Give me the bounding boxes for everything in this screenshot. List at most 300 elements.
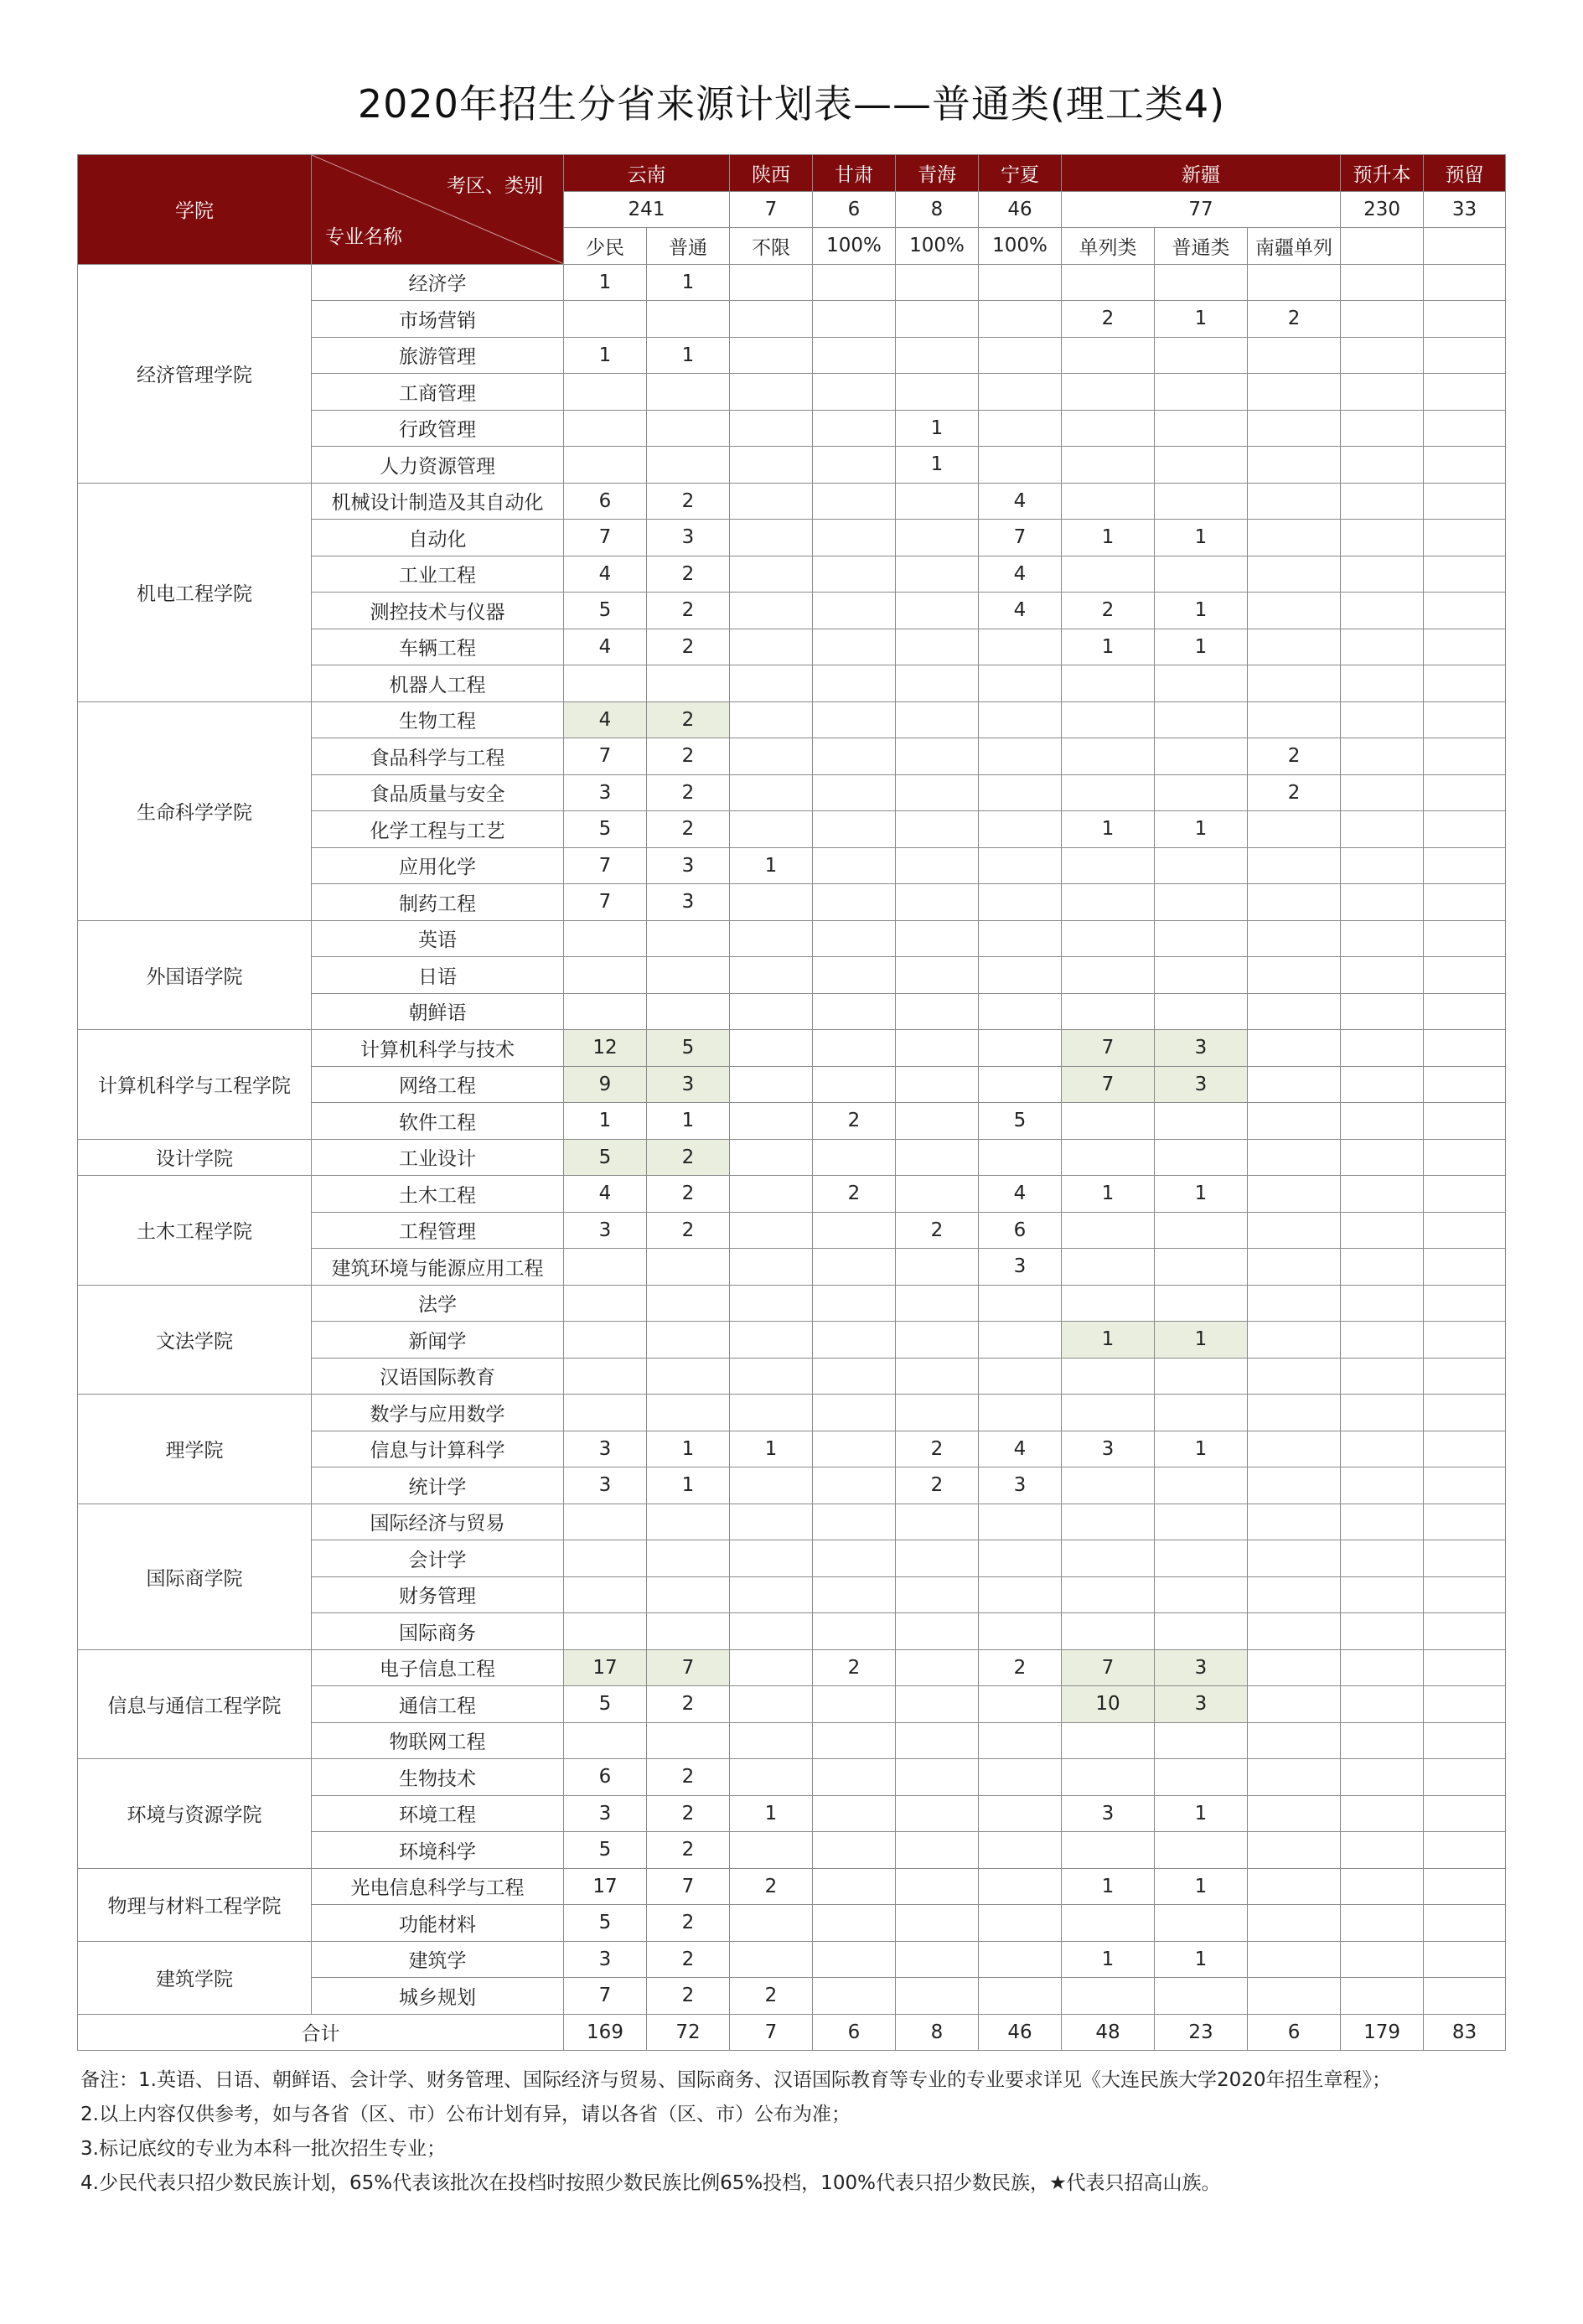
header-college: 学院 [78,155,312,265]
quota-cell [564,1285,647,1322]
quota-cell: 1 [896,447,979,484]
quota-cell [1424,447,1506,484]
quota-cell [1155,1905,1248,1942]
quota-cell [1424,993,1506,1030]
quota-cell [1341,1832,1424,1869]
total-cell: 6 [813,2014,896,2051]
quota-cell: 3 [1155,1649,1248,1686]
quota-cell [1155,1613,1248,1650]
quota-cell [1341,1176,1424,1213]
quota-cell: 2 [647,1832,730,1869]
quota-cell [896,264,979,301]
quota-cell [813,264,896,301]
table-row [78,1285,1506,1322]
quota-cell: 3 [564,1431,647,1467]
quota-cell [1248,520,1341,556]
college-name: 计算机科学与工程学院 [78,1030,312,1140]
major-name: 旅游管理 [312,337,564,374]
quota-cell [813,1978,896,2015]
total-yushengben: 230 [1341,191,1424,228]
quota-cell [813,1540,896,1577]
major-name: 应用化学 [312,847,564,884]
quota-cell [647,410,730,447]
quota-cell: 7 [564,520,647,556]
quota-cell [1424,920,1506,957]
total-yuliu: 33 [1424,191,1506,228]
quota-cell [813,520,896,556]
major-name: 工商管理 [312,374,564,411]
quota-cell [1424,1030,1506,1067]
quota-cell [896,1066,979,1103]
quota-cell [896,520,979,556]
quota-cell [1424,847,1506,884]
quota-cell [813,1358,896,1395]
quota-cell [1155,1139,1248,1176]
quota-cell [1248,1540,1341,1577]
quota-cell: 2 [647,738,730,775]
total-cell: 169 [564,2014,647,2051]
major-name: 数学与应用数学 [312,1395,564,1431]
quota-cell [1062,993,1155,1030]
college-name: 设计学院 [78,1139,312,1176]
quota-cell [1248,1905,1341,1942]
quota-cell [1424,1649,1506,1686]
major-name: 工程管理 [312,1212,564,1249]
quota-cell: 2 [647,1212,730,1249]
quota-cell [730,1103,813,1140]
quota-cell [979,884,1062,921]
major-name: 国际商务 [312,1613,564,1650]
quota-cell [979,447,1062,484]
header-diagonal-cell [312,155,564,265]
quota-cell: 7 [564,884,647,921]
quota-cell [1248,811,1341,848]
major-name: 财务管理 [312,1576,564,1613]
quota-cell: 5 [564,1686,647,1723]
quota-cell [730,264,813,301]
quota-cell: 2 [896,1467,979,1504]
quota-cell [1062,410,1155,447]
quota-cell [896,957,979,994]
quota-cell [813,1905,896,1942]
table-row [78,920,1506,957]
quota-cell [896,301,979,338]
quota-cell [1155,1832,1248,1869]
major-name: 日语 [312,957,564,994]
table-row [78,1176,1506,1213]
total-cell: 46 [979,2014,1062,2051]
total-xinjiang: 77 [1062,191,1341,228]
quota-cell: 4 [979,556,1062,593]
quota-cell: 2 [647,629,730,665]
page-title: 2020年招生分省来源计划表——普通类(理工类4) [357,81,1226,127]
quota-cell [730,811,813,848]
quota-cell [1155,1358,1248,1395]
quota-cell [813,1395,896,1431]
quota-cell [730,1504,813,1540]
quota-cell: 4 [564,1176,647,1213]
quota-cell: 1 [1155,593,1248,629]
quota-cell [896,1358,979,1395]
quota-cell [1155,920,1248,957]
major-name: 新闻学 [312,1322,564,1359]
major-name: 通信工程 [312,1686,564,1723]
major-name: 朝鲜语 [312,993,564,1030]
total-cell: 23 [1155,2014,1248,2051]
quota-cell [564,1358,647,1395]
column-yushengben: 预升本 [1341,155,1424,192]
quota-cell [1062,1358,1155,1395]
quota-cell: 4 [979,1431,1062,1467]
quota-cell [1155,410,1248,447]
quota-cell: 2 [896,1212,979,1249]
quota-cell: 1 [1155,520,1248,556]
quota-cell [1424,556,1506,593]
quota-cell: 17 [564,1868,647,1905]
quota-cell [564,993,647,1030]
quota-cell [813,1030,896,1067]
quota-cell [813,1832,896,1869]
quota-cell: 7 [1062,1066,1155,1103]
quota-cell: 2 [647,774,730,811]
quota-cell [730,1540,813,1577]
quota-cell: 4 [979,483,1062,520]
quota-cell: 5 [564,1139,647,1176]
quota-cell: 1 [647,337,730,374]
quota-cell [1424,774,1506,811]
quota-cell [1424,1613,1506,1650]
quota-cell [564,665,647,702]
quota-cell [1155,1540,1248,1577]
quota-cell: 2 [647,1759,730,1796]
quota-cell [813,1759,896,1796]
quota-cell [730,774,813,811]
quota-cell [1248,1978,1341,2015]
note-4: 4.少民代表只招少数民族计划，65%代表该批次在投档时按照少数民族比例65%投档，100%代表只招少数民族，★代表只招高山族。 [80,2172,1221,2194]
quota-cell [1248,1868,1341,1905]
quota-cell: 1 [564,264,647,301]
quota-cell [896,1941,979,1978]
quota-cell [1424,665,1506,702]
quota-cell [1341,1322,1424,1359]
quota-cell: 2 [730,1978,813,2015]
quota-cell [813,993,896,1030]
quota-cell [1155,738,1248,775]
major-name: 城乡规划 [312,1978,564,2015]
quota-cell [1248,1759,1341,1796]
quota-cell [1341,993,1424,1030]
quota-cell [896,556,979,593]
totals-row [78,2014,1506,2051]
quota-cell [647,957,730,994]
quota-cell: 2 [647,593,730,629]
major-name: 软件工程 [312,1103,564,1140]
quota-cell [730,301,813,338]
quota-cell [1341,957,1424,994]
college-name: 经济管理学院 [78,264,312,483]
quota-cell [730,993,813,1030]
quota-cell: 2 [647,1941,730,1978]
quota-cell [813,957,896,994]
quota-cell [1424,1722,1506,1759]
quota-cell [730,374,813,411]
quota-cell [1248,1504,1341,1540]
quota-cell [1248,374,1341,411]
quota-cell [1062,701,1155,738]
quota-cell [564,1504,647,1540]
table-row [78,1941,1506,1978]
quota-cell: 1 [1155,811,1248,848]
quota-cell: 1 [647,1431,730,1467]
major-name: 机器人工程 [312,665,564,702]
quota-cell [1062,1905,1155,1942]
quota-cell [813,1722,896,1759]
major-name: 统计学 [312,1467,564,1504]
quota-cell [813,410,896,447]
quota-cell [1424,1576,1506,1613]
quota-cell: 1 [896,410,979,447]
quota-cell [1248,1431,1341,1467]
major-name: 会计学 [312,1540,564,1577]
quota-cell [1341,1103,1424,1140]
total-cell: 179 [1341,2014,1424,2051]
quota-cell [1341,884,1424,921]
quota-cell [979,1395,1062,1431]
college-name: 信息与通信工程学院 [78,1649,312,1759]
quota-cell [1424,374,1506,411]
quota-cell: 4 [564,701,647,738]
quota-cell: 7 [1062,1649,1155,1686]
quota-cell [1424,957,1506,994]
quota-cell: 4 [564,556,647,593]
table-row [78,264,1506,301]
quota-cell: 1 [1062,811,1155,848]
quota-cell [730,410,813,447]
quota-cell [813,1285,896,1322]
quota-cell [896,1285,979,1322]
quota-cell [979,301,1062,338]
major-name: 生物技术 [312,1759,564,1796]
quota-cell [1248,957,1341,994]
quota-cell [647,1722,730,1759]
quota-cell: 3 [647,884,730,921]
quota-cell [1155,1504,1248,1540]
quota-cell: 1 [1155,629,1248,665]
quota-cell [1062,447,1155,484]
sub-yunnan-general: 普通 [647,228,730,265]
quota-cell [730,1249,813,1286]
quota-cell [1248,884,1341,921]
quota-cell [564,957,647,994]
quota-cell [1155,1249,1248,1286]
quota-cell [813,593,896,629]
quota-cell [730,1285,813,1322]
quota-cell [730,1467,813,1504]
quota-cell [1424,1759,1506,1796]
quota-cell [730,483,813,520]
quota-cell [1424,1540,1506,1577]
quota-cell: 7 [647,1868,730,1905]
quota-cell [1424,483,1506,520]
quota-cell [647,374,730,411]
quota-cell: 2 [813,1649,896,1686]
quota-cell [1341,1868,1424,1905]
quota-cell: 1 [564,1103,647,1140]
major-name: 环境工程 [312,1795,564,1832]
quota-cell [896,884,979,921]
quota-cell [1155,337,1248,374]
quota-cell [979,1759,1062,1796]
quota-cell [813,1467,896,1504]
quota-cell [896,1978,979,2015]
quota-cell [1341,301,1424,338]
quota-cell: 3 [564,1212,647,1249]
quota-cell [564,1613,647,1650]
quota-cell: 1 [1062,1941,1155,1978]
quota-cell [1341,920,1424,957]
quota-cell [1062,665,1155,702]
quota-cell [1155,1759,1248,1796]
sub-shaanxi: 不限 [730,228,813,265]
quota-cell [813,1249,896,1286]
quota-cell [1341,1139,1424,1176]
quota-cell [1062,847,1155,884]
quota-cell [1424,301,1506,338]
quota-cell [979,1504,1062,1540]
major-name: 生物工程 [312,701,564,738]
quota-cell: 1 [1155,301,1248,338]
quota-cell: 1 [1155,1795,1248,1832]
quota-cell [1424,1504,1506,1540]
quota-cell: 1 [730,847,813,884]
quota-cell: 1 [1155,1868,1248,1905]
quota-cell [564,1322,647,1359]
quota-cell [813,1868,896,1905]
quota-cell [1341,410,1424,447]
quota-cell [1062,774,1155,811]
quota-cell [1155,1285,1248,1322]
quota-cell [1424,1795,1506,1832]
quota-cell: 1 [1155,1322,1248,1359]
quota-cell: 12 [564,1030,647,1067]
quota-cell [896,1613,979,1650]
quota-cell [1424,1467,1506,1504]
quota-cell [1341,1686,1424,1723]
quota-cell [1248,1358,1341,1395]
quota-cell [896,701,979,738]
quota-cell [730,1139,813,1176]
quota-cell [1062,1467,1155,1504]
quota-cell [730,629,813,665]
quota-cell [1424,1322,1506,1359]
major-name: 工业工程 [312,556,564,593]
quota-cell [1341,1249,1424,1286]
quota-cell [1341,1431,1424,1467]
province-shaanxi: 陕西 [730,155,813,192]
quota-cell [1248,1212,1341,1249]
quota-cell [1155,1103,1248,1140]
quota-cell [647,1540,730,1577]
quota-cell [1248,337,1341,374]
major-name: 化学工程与工艺 [312,811,564,848]
table-row [78,1868,1506,1905]
quota-cell [896,1540,979,1577]
quota-cell [1155,1395,1248,1431]
quota-cell [1062,1504,1155,1540]
total-cell: 83 [1424,2014,1506,2051]
quota-cell: 5 [564,593,647,629]
quota-cell [564,1249,647,1286]
quota-cell [1424,1285,1506,1322]
quota-cell [1155,483,1248,520]
sub-qinghai: 100% [896,228,979,265]
quota-cell [1424,1686,1506,1723]
quota-cell: 3 [1155,1686,1248,1723]
quota-cell [647,1504,730,1540]
quota-cell: 4 [979,1176,1062,1213]
quota-cell [813,629,896,665]
quota-cell [730,556,813,593]
quota-cell [647,301,730,338]
quota-cell: 2 [647,1795,730,1832]
quota-cell [979,374,1062,411]
quota-cell [1155,1467,1248,1504]
major-name: 食品科学与工程 [312,738,564,775]
quota-cell [1155,774,1248,811]
quota-cell [1155,374,1248,411]
quota-cell [1341,374,1424,411]
quota-cell [1341,701,1424,738]
quota-cell [1341,738,1424,775]
quota-cell [979,1613,1062,1650]
quota-cell [896,483,979,520]
quota-cell [813,1686,896,1723]
quota-cell [1341,556,1424,593]
quota-cell [1341,1285,1424,1322]
quota-cell [730,1322,813,1359]
quota-cell [1248,1030,1341,1067]
quota-cell [979,847,1062,884]
sub-yunnan-minority: 少民 [564,228,647,265]
quota-cell [1341,1722,1424,1759]
quota-cell [1062,738,1155,775]
quota-cell [730,738,813,775]
quota-cell [896,665,979,702]
province-qinghai: 青海 [896,155,979,192]
quota-cell [896,374,979,411]
quota-cell: 9 [564,1066,647,1103]
major-name: 经济学 [312,264,564,301]
total-qinghai: 8 [896,191,979,228]
total-cell: 6 [1248,2014,1341,2051]
quota-cell [1424,1212,1506,1249]
quota-cell [896,1176,979,1213]
quota-cell [1155,847,1248,884]
quota-cell [896,593,979,629]
quota-cell [979,1576,1062,1613]
quota-cell [1424,629,1506,665]
major-name: 食品质量与安全 [312,774,564,811]
quota-cell [647,1395,730,1431]
quota-cell [1062,1759,1155,1796]
note-3: 3.标记底纹的专业为本科一批次招生专业； [80,2138,446,2160]
quota-cell [1248,665,1341,702]
quota-cell [979,337,1062,374]
quota-cell [1424,593,1506,629]
quota-cell [979,1322,1062,1359]
table-row [78,1395,1506,1431]
quota-cell [813,920,896,957]
